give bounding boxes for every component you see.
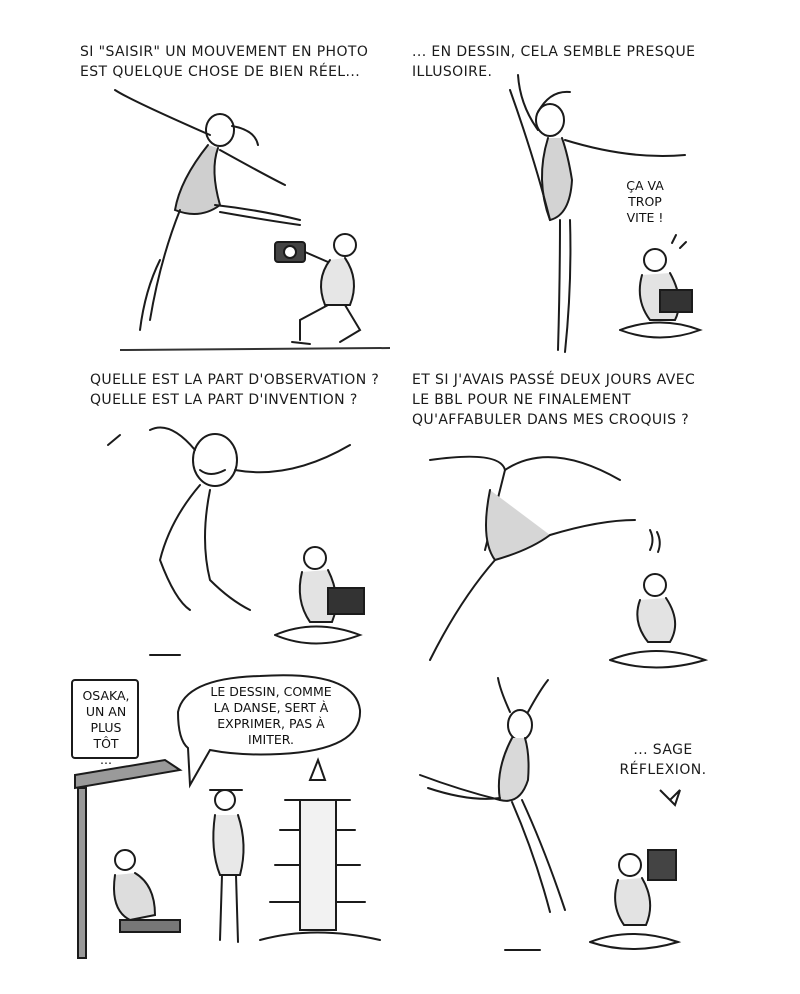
caption-photo: SI "SAISIR" UN MOUVEMENT EN PHOTO EST QUELQUE CHOSE DE BIEN RÉEL...	[80, 44, 369, 80]
caption-observation: QUELLE EST LA PART D'OBSERVATION ? QUELLE EST LA PART D'INVENTION ?	[90, 372, 380, 408]
panel-observation	[60, 360, 400, 670]
speech-drawing-expression: LE DESSIN, COMME LA DANSE, SERT À EXPRIMER, PAS À IMITER.	[210, 684, 332, 747]
caption-invention: ET SI J'AVAIS PASSÉ DEUX JOURS AVEC LE BBL POUR NE FINALEMENT QU'AFFABULER DANS MES CROQUIS ?	[412, 372, 696, 428]
panel-osaka	[60, 670, 400, 980]
speech-too-fast: ÇA VA TROP VITE !	[626, 178, 664, 225]
abstract-dancer-thinker-drawing	[400, 360, 740, 670]
dancer-photographer-drawing	[60, 30, 400, 360]
panel-photo	[60, 30, 400, 360]
panel-invention	[400, 360, 740, 670]
dancer-sketcher-drawing	[400, 30, 740, 360]
caption-wise-reflection: ... SAGE RÉFLEXION.	[619, 742, 707, 778]
leaping-dancer-happy-sketcher-drawing	[400, 670, 740, 980]
loose-dancer-sketcher-drawing	[60, 360, 400, 670]
caption-box-osaka: OSAKA, UN AN PLUS TÔT ...	[82, 688, 130, 767]
caption-illusion: ... EN DESSIN, CELA SEMBLE PRESQUE ILLUSOIRE.	[412, 44, 696, 80]
panel-wise-reflection	[400, 670, 740, 980]
panel-drawing-illusion	[400, 30, 740, 360]
